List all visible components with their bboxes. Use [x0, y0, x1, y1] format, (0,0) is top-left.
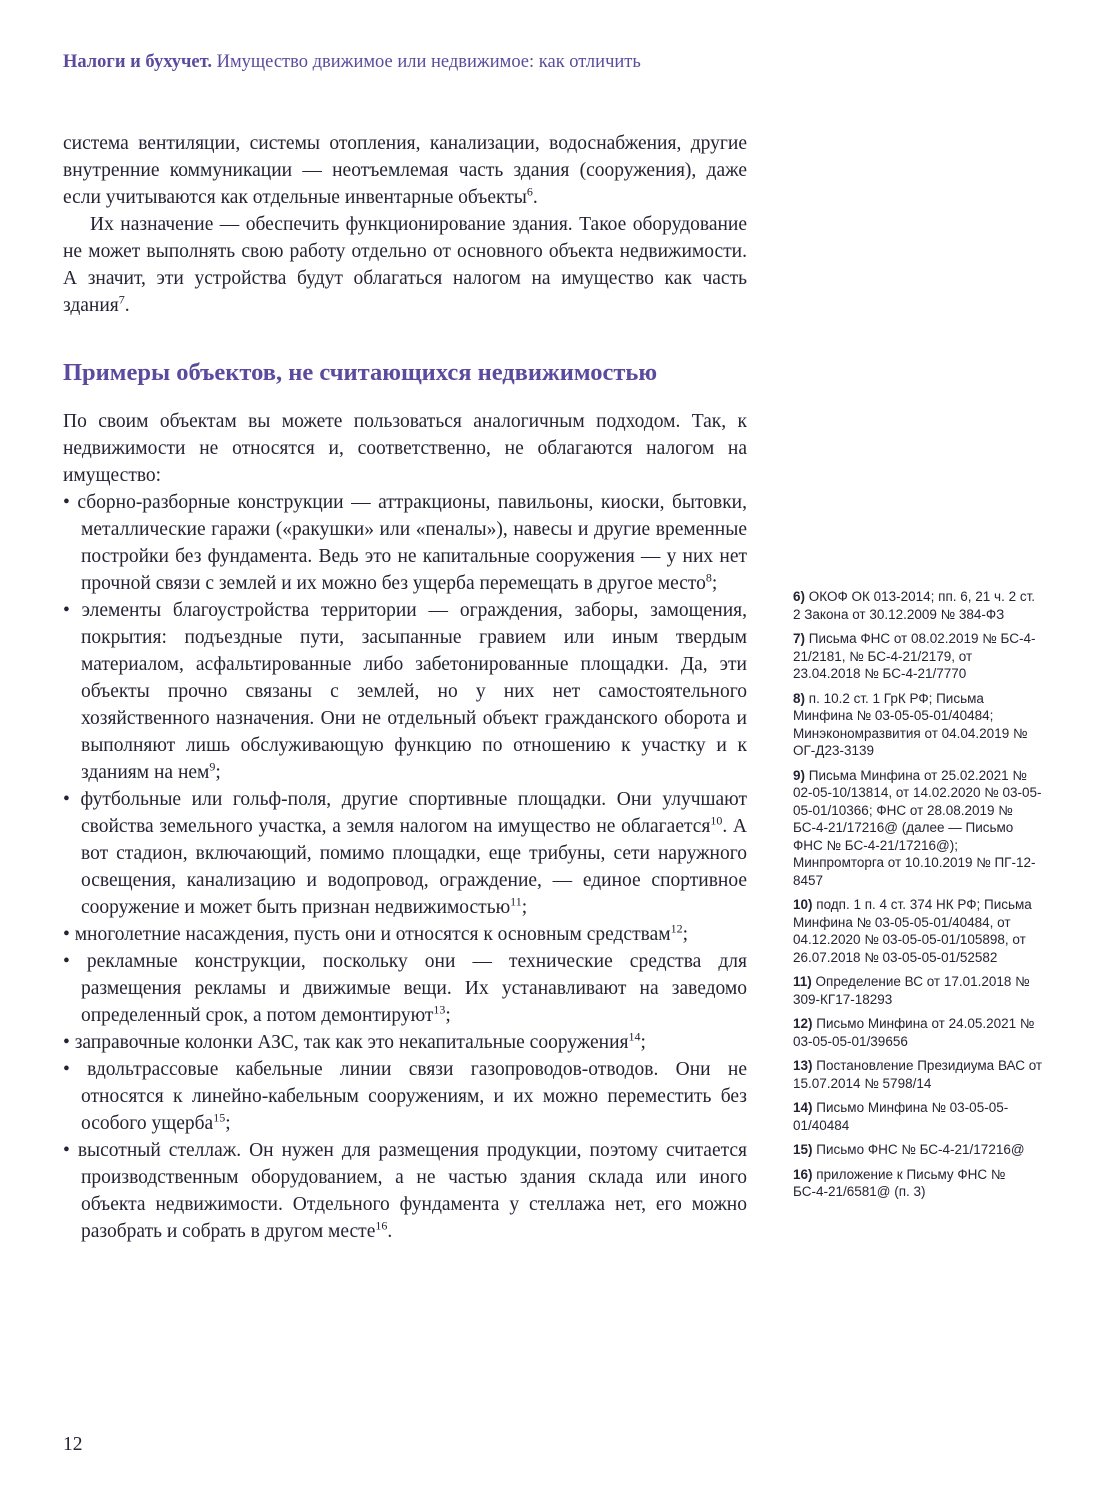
- footnote-number: 6): [793, 589, 809, 604]
- footnote-text: Письма Минфина от 25.02.2021 № 02-05-10/13814, от 14.02.2020 № 03-05-05-01/10366; ФНС от 28.08.2019 № БС-4-21/17216@ (далее — Письмо ФНС № БС-4-21/17216@); Минпромторга от 10.10.2019 № ПГ-12-8457: [793, 767, 1042, 888]
- list-item-text: элементы благоустройства территории — ограждения, заборы, замощения, покрытия: подъездные пути, засыпанные гравием или иным твердым материалом, асфальтированные либо забетонированные площадки. Да, эти объекты прочно связаны с землей, но у них нет самостоятельного хозяйственного назначения. Они не отдельный объект гражданского оборота и выполняют лишь обслуживающую функцию по отношению к участку и к зданиям на нем$^9$;: [81, 600, 748, 783]
- bullet-icon: •: [63, 951, 87, 972]
- list-item-text: футбольные или гольф-поля, другие спортивные площадки. Они улучшают свойства земельного участка, а земля налогом на имущество не облагается$^{10}$. А вот стадион, включающий, помимо площадки, еще трибуны, сети наружного освещения, канализацию и водопровод, ограждение, — единое спортивное сооружение и может быть признан недвижимостью$^{11}$;: [80, 789, 748, 918]
- list-item: [63, 786, 747, 921]
- footnote-ref: 10: [710, 813, 723, 828]
- bullet-icon: •: [63, 1140, 78, 1161]
- footnote-number: 9): [793, 767, 809, 783]
- main-column: [63, 130, 747, 1245]
- running-head-section: Налоги и бухучет.: [63, 52, 212, 72]
- footnote-ref: 6: [526, 184, 533, 199]
- bullet-icon: •: [63, 492, 78, 513]
- footnote-ref: 14: [628, 1029, 641, 1044]
- footnote-ref: 13: [433, 1002, 446, 1017]
- running-head-title: Имущество движимое или недвижимое: как отличить: [211, 52, 641, 72]
- footnote-number: 14): [793, 1100, 817, 1115]
- running-head: [63, 52, 963, 73]
- footnote: [793, 1057, 1043, 1092]
- footnote-text: Письмо ФНС № БС-4-21/17216@: [816, 1142, 1025, 1157]
- footnote-text: п. 10.2 ст. 1 ГрК РФ; Письма Минфина № 03-05-05-01/40484; Минэкономразвития от 04.04.2019 № ОГ-Д23-3139: [793, 690, 1028, 758]
- footnote-ref: 9: [209, 759, 216, 774]
- list-item: [63, 1137, 747, 1245]
- footnote: [793, 1015, 1043, 1050]
- footnote-number: 8): [793, 690, 809, 706]
- paragraph: Их назначение — обеспечить функционирование здания. Такое оборудование не может выполнять свою работу отдельно от основного объекта недвижимости. А значит, эти устройства будут облагаться налогом на имущество как часть здания$^7$.: [63, 214, 747, 316]
- bullet-icon: •: [63, 1059, 88, 1080]
- section-heading: Примеры объектов, не считающихся недвижимостью: [63, 359, 658, 386]
- footnote-text: Определение ВС от 17.01.2018 № 309-КГ17-18293: [793, 974, 1030, 1007]
- footnote-text: Постановление Президиума ВАС от 15.07.2014 № 5798/14: [793, 1058, 1043, 1091]
- footnote-ref: 11: [510, 894, 522, 909]
- list-item: [63, 1056, 747, 1137]
- footnote: [793, 973, 1043, 1008]
- footnote-ref: 15: [213, 1110, 226, 1125]
- paragraph: система вентиляции, системы отопления, канализации, водоснабжения, другие внутренние коммуникации — неотъемлемая часть здания (сооружения), даже если учитываются как отдельные инвентарные объекты$^6$.: [63, 133, 747, 208]
- footnote: [793, 1099, 1043, 1134]
- footnote: [793, 1166, 1043, 1201]
- list-item: [63, 948, 747, 1029]
- footnote-ref: 16: [375, 1218, 388, 1233]
- footnote-text: ОКОФ ОК 013-2014; пп. 6, 21 ч. 2 ст. 2 Закона от 30.12.2009 № 384-ФЗ: [793, 589, 1036, 622]
- sidebar-notes: [793, 588, 1043, 1208]
- footnote-number: 7): [793, 631, 809, 646]
- list-item-text: многолетние насаждения, пусть они и относятся к основным средствам$^{12}$;: [74, 921, 688, 945]
- footnote: [793, 767, 1043, 890]
- footnote-ref: 7: [118, 292, 125, 307]
- footnote: [793, 896, 1043, 966]
- footnote-ref: 8: [705, 570, 712, 585]
- footnote: [793, 690, 1043, 760]
- footnote-text: Письма ФНС от 08.02.2019 № БС-4-21/2181, № БС-4-21/2179, от 23.04.2018 № БС-4-21/7770: [793, 631, 1036, 681]
- footnote-text: Письмо Минфина № 03-05-05-01/40484: [793, 1100, 1009, 1133]
- footnote-number: 13): [793, 1058, 817, 1073]
- footnote: [793, 588, 1043, 623]
- footnote-text: Письмо Минфина от 24.05.2021 № 03-05-05-01/39656: [793, 1016, 1035, 1049]
- footnote-number: 10): [793, 897, 817, 912]
- footnote-number: 15): [793, 1142, 817, 1157]
- footnote-text: приложение к Письму ФНС № БС-4-21/6581@ (п. 3): [793, 1166, 1006, 1199]
- list-item: [63, 921, 747, 948]
- list-item-text: сборно-разборные конструкции — аттракционы, павильоны, киоски, бытовки, металлические гаражи («ракушки» или «пеналы»), навесы и другие временные постройки без фундамента. Ведь это не капитальные сооружения — у них нет прочной связи с землей и их можно без ущерба перемещать в другое место$^8$;: [77, 492, 747, 594]
- lead-paragraph: По своим объектам вы можете пользоваться аналогичным подходом. Так, к недвижимости не относятся и, соответственно, не облагаются налогом на имущество:: [63, 411, 747, 486]
- list-item: [63, 489, 747, 597]
- footnote-number: 16): [793, 1166, 817, 1182]
- bullet-icon: •: [63, 924, 75, 945]
- footnote: [793, 1141, 1043, 1159]
- footnote-text: подп. 1 п. 4 ст. 374 НК РФ; Письма Минфина № 03-05-05-01/40484, от 04.12.2020 № 03-05-05-01/105898, от 26.07.2018 № 03-05-05-01/52582: [793, 897, 1032, 965]
- bullet-icon: •: [63, 1032, 75, 1053]
- list-item-text: рекламные конструкции, поскольку они — технические средства для размещения рекламы и движимые вещи. Их устанавливают на заведомо определенный срок, а потом демонтируют$^{13}$;: [81, 951, 747, 1026]
- footnote-ref: 12: [670, 921, 683, 936]
- list-item-text: вдольтрассовые кабельные линии связи газопроводов-отводов. Они не относятся к линейно-кабельным сооружениям, и их можно переместить без особого ущерба$^{15}$;: [81, 1059, 747, 1134]
- footnote-number: 12): [793, 1016, 817, 1031]
- list-item-text: заправочные колонки АЗС, так как это некапитальные сооружения$^{14}$;: [74, 1029, 646, 1053]
- page-number: 12: [63, 1434, 83, 1455]
- list-item: [63, 597, 747, 786]
- bullet-icon: •: [63, 789, 81, 810]
- list-item-text: высотный стеллаж. Он нужен для размещения продукции, поэтому считается производственным оборудованием, а не частью здания склада или иного объекта недвижимости. Отдельного фундамента у стеллажа нет, его можно разобрать и собрать в другом месте$^{16}$.: [77, 1140, 748, 1242]
- bullet-list: [63, 489, 747, 1245]
- bullet-icon: •: [63, 600, 82, 621]
- footnote-number: 11): [793, 974, 816, 989]
- list-item: [63, 1029, 747, 1056]
- footnote: [793, 630, 1043, 683]
